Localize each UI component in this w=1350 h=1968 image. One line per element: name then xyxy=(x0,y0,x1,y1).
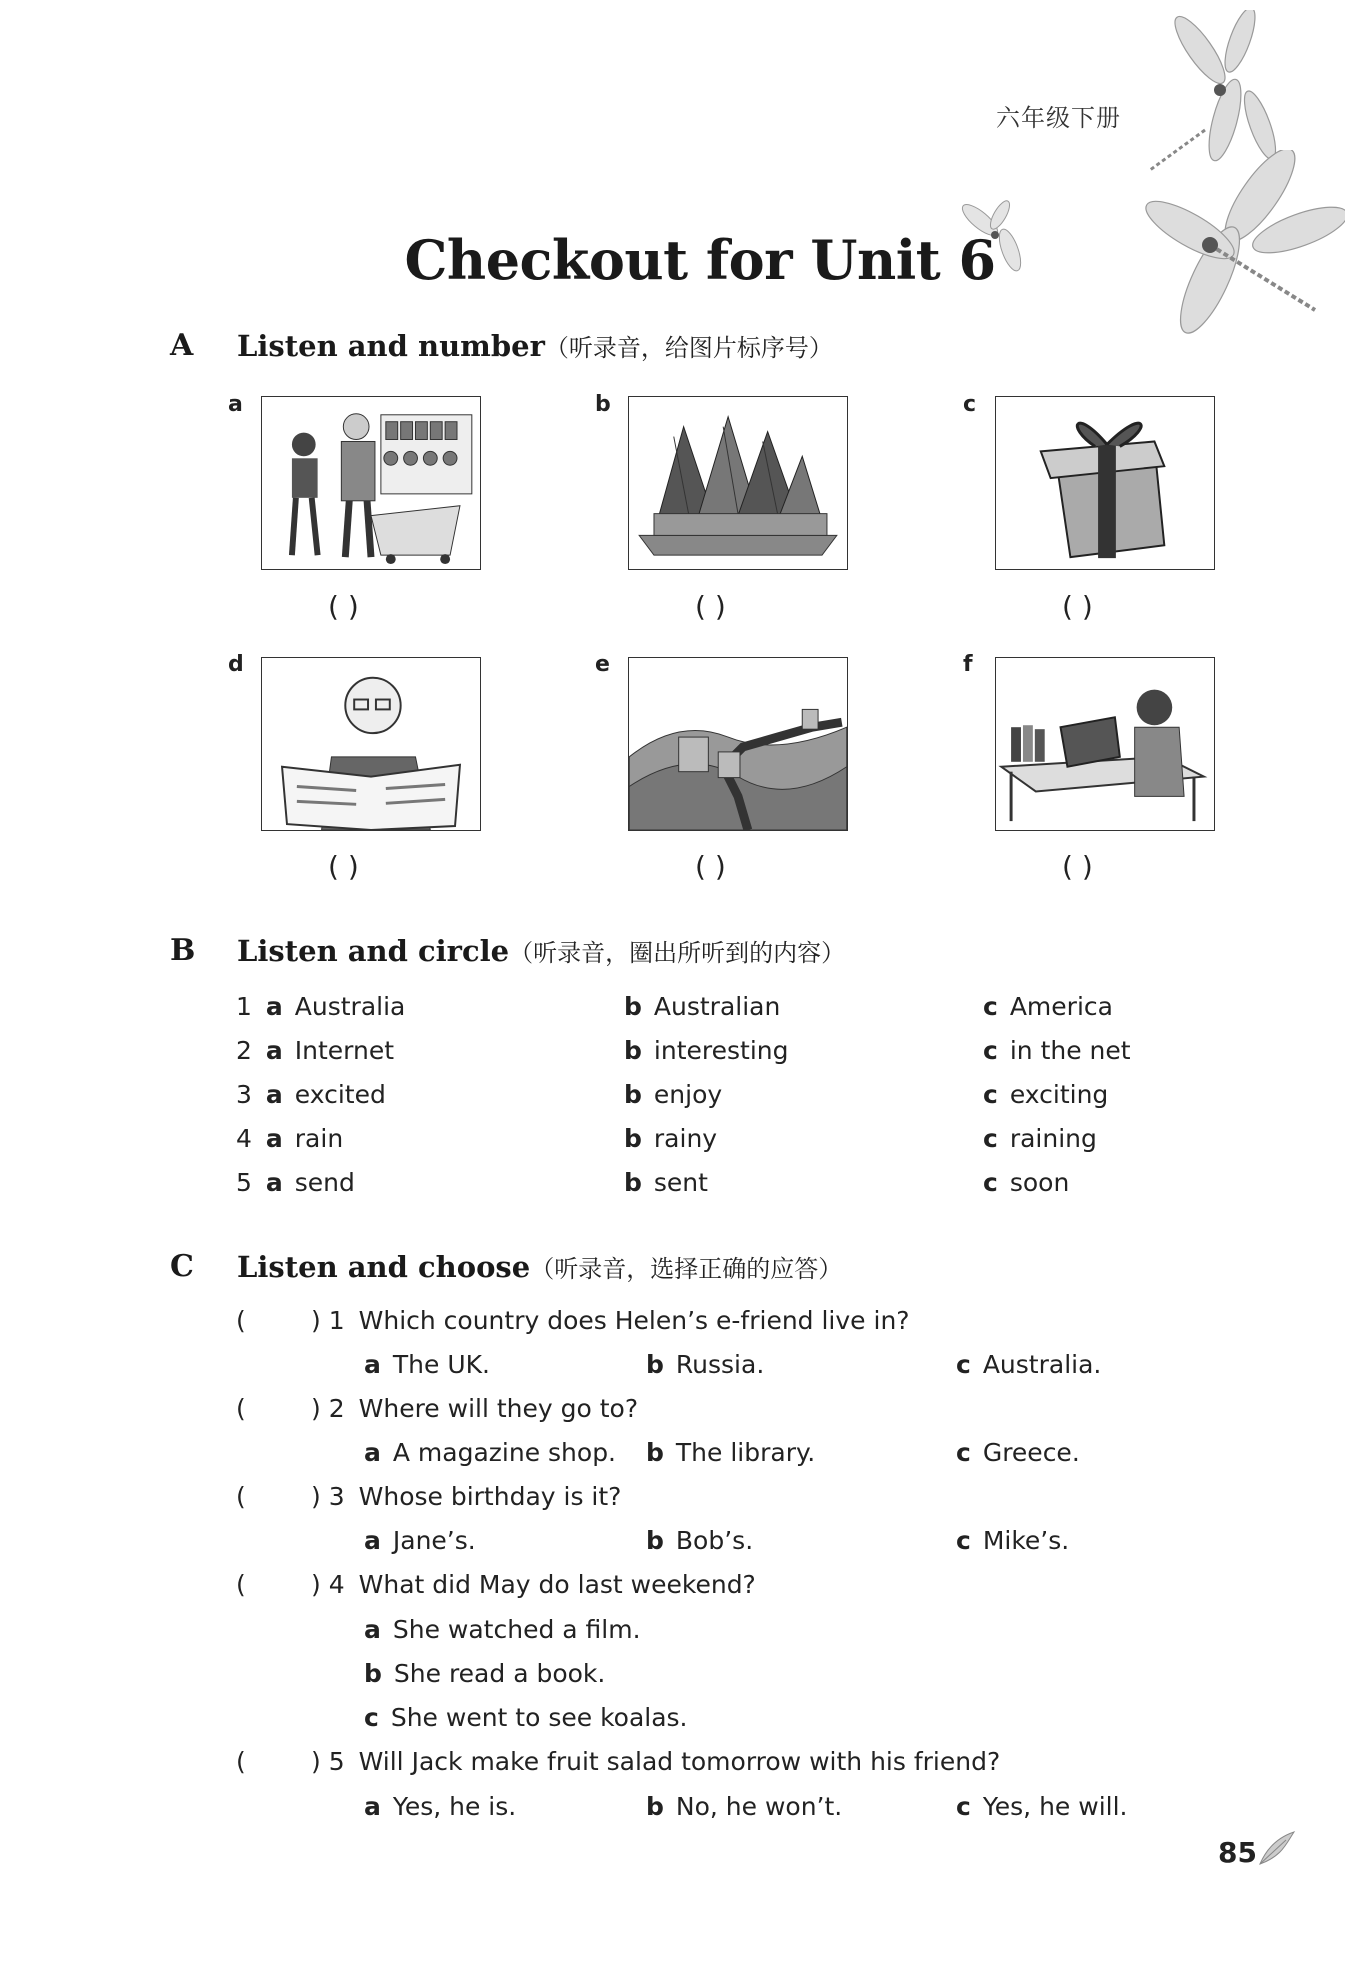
question-text: Will Jack make fruit salad tomorrow with his friend? xyxy=(358,1747,1001,1776)
section-a-note: （听录音，给图片标序号） xyxy=(544,334,833,362)
option-letter: b xyxy=(646,1526,664,1555)
picture-b-answer-blank[interactable]: ( ) xyxy=(695,590,726,623)
list-item xyxy=(236,1036,394,1065)
option-c: Yes, he will. xyxy=(982,1792,1128,1821)
option-c[interactable]: soon xyxy=(1009,1168,1070,1197)
option-b[interactable]: sent xyxy=(653,1168,708,1197)
section-b-note: （听录音，圈出所听到的内容） xyxy=(509,939,846,967)
section-a-title: Listen and number xyxy=(237,329,545,363)
option-letter: a xyxy=(364,1792,381,1821)
option-b: No, he won’t. xyxy=(675,1792,843,1821)
option-letter: b xyxy=(624,992,642,1021)
answer-paren-close: ) xyxy=(311,1747,321,1776)
picture-f-answer-blank[interactable]: ( ) xyxy=(1062,850,1093,883)
item-number: 4 xyxy=(236,1124,252,1153)
option-letter: c xyxy=(956,1350,971,1379)
option-letter: c xyxy=(983,1168,998,1197)
section-b-letter: B xyxy=(170,933,196,968)
option-letter: c xyxy=(983,1080,998,1109)
list-item xyxy=(236,1168,355,1197)
option-letter: c xyxy=(983,1036,998,1065)
grade-label: 六年级下册 xyxy=(996,104,1121,132)
option-c[interactable]: America xyxy=(1009,992,1113,1021)
option-letter: b xyxy=(364,1659,382,1688)
item-number: 2 xyxy=(236,1036,252,1065)
item-number: 5 xyxy=(236,1168,252,1197)
option-row[interactable] xyxy=(364,1526,476,1555)
option-letter: b xyxy=(624,1124,642,1153)
question-row xyxy=(311,1570,756,1599)
option-b[interactable]: enjoy xyxy=(653,1080,723,1109)
option-b[interactable]: Australian xyxy=(653,992,781,1021)
option-row[interactable] xyxy=(956,1350,1101,1379)
great-wall-picture xyxy=(628,657,848,831)
option-row[interactable] xyxy=(956,1792,1127,1821)
option-letter: c xyxy=(983,992,998,1021)
picture-f-label: f xyxy=(963,652,973,677)
question-number: 2 xyxy=(328,1394,345,1423)
answer-paren-open[interactable]: ( xyxy=(236,1306,246,1335)
page-number: 85 xyxy=(1218,1836,1257,1869)
answer-paren-open[interactable]: ( xyxy=(236,1570,246,1599)
option-letter: a xyxy=(265,1124,283,1153)
option-a: Yes, he is. xyxy=(392,1792,517,1821)
list-item xyxy=(983,1080,1108,1109)
option-a: The UK. xyxy=(392,1350,490,1379)
option-row[interactable] xyxy=(646,1792,842,1821)
option-row[interactable] xyxy=(956,1438,1080,1467)
item-number: 1 xyxy=(236,992,252,1021)
list-item xyxy=(236,1080,386,1109)
option-c: Australia. xyxy=(982,1350,1102,1379)
answer-paren-open[interactable]: ( xyxy=(236,1394,246,1423)
question-number: 4 xyxy=(328,1570,345,1599)
option-letter: c xyxy=(956,1792,971,1821)
picture-e-label: e xyxy=(595,652,610,677)
option-row[interactable] xyxy=(364,1703,688,1732)
option-a[interactable]: send xyxy=(294,1168,355,1197)
section-c-heading xyxy=(237,1249,842,1284)
answer-paren-open[interactable]: ( xyxy=(236,1482,246,1511)
option-row[interactable] xyxy=(364,1615,641,1644)
list-item xyxy=(236,992,405,1021)
list-item xyxy=(236,1124,343,1153)
option-letter: a xyxy=(265,1080,283,1109)
section-b-heading xyxy=(237,933,845,968)
option-c[interactable]: exciting xyxy=(1009,1080,1109,1109)
answer-paren-close: ) xyxy=(311,1306,321,1335)
leaf-icon xyxy=(1256,1830,1296,1866)
list-item xyxy=(624,1168,708,1197)
option-row[interactable] xyxy=(646,1350,764,1379)
section-a-letter: A xyxy=(170,328,194,363)
option-letter: a xyxy=(265,1168,283,1197)
option-row[interactable] xyxy=(956,1526,1069,1555)
section-b-title: Listen and circle xyxy=(237,934,510,968)
list-item xyxy=(983,1124,1097,1153)
option-row[interactable] xyxy=(364,1792,516,1821)
option-c: Greece. xyxy=(982,1438,1080,1467)
option-a[interactable]: excited xyxy=(294,1080,386,1109)
question-row xyxy=(311,1482,621,1511)
option-b: Russia. xyxy=(675,1350,765,1379)
option-c[interactable]: in the net xyxy=(1009,1036,1131,1065)
list-item xyxy=(624,1080,722,1109)
question-number: 3 xyxy=(328,1482,345,1511)
option-row[interactable] xyxy=(364,1659,605,1688)
picture-e-answer-blank[interactable]: ( ) xyxy=(695,850,726,883)
option-b: She read a book. xyxy=(393,1659,606,1688)
option-letter: b xyxy=(624,1168,642,1197)
option-row[interactable] xyxy=(646,1526,753,1555)
section-a-heading xyxy=(237,328,833,363)
option-c[interactable]: raining xyxy=(1009,1124,1097,1153)
option-letter: b xyxy=(646,1350,664,1379)
gift-box-picture xyxy=(995,396,1215,570)
option-letter: a xyxy=(364,1350,381,1379)
option-b[interactable]: rainy xyxy=(653,1124,718,1153)
option-a: A magazine shop. xyxy=(392,1438,617,1467)
list-item xyxy=(624,1124,717,1153)
picture-d-answer-blank[interactable]: ( ) xyxy=(328,850,359,883)
option-a: Jane’s. xyxy=(392,1526,476,1555)
option-letter: a xyxy=(265,992,283,1021)
option-letter: b xyxy=(646,1792,664,1821)
question-row xyxy=(311,1747,1000,1776)
answer-paren-open[interactable]: ( xyxy=(236,1747,246,1776)
list-item xyxy=(624,992,780,1021)
option-b[interactable]: interesting xyxy=(653,1036,789,1065)
option-letter: a xyxy=(364,1438,381,1467)
list-item xyxy=(983,1036,1131,1065)
answer-paren-close: ) xyxy=(311,1482,321,1511)
option-letter: b xyxy=(624,1036,642,1065)
option-c: Mike’s. xyxy=(982,1526,1070,1555)
option-letter: c xyxy=(956,1438,971,1467)
question-number: 1 xyxy=(328,1306,345,1335)
list-item xyxy=(983,992,1113,1021)
picture-a-answer-blank[interactable]: ( ) xyxy=(328,590,359,623)
option-letter: b xyxy=(646,1438,664,1467)
picture-c-answer-blank[interactable]: ( ) xyxy=(1062,590,1093,623)
option-row[interactable] xyxy=(364,1438,616,1467)
question-row xyxy=(311,1394,638,1423)
option-letter: a xyxy=(265,1036,283,1065)
option-a[interactable]: rain xyxy=(294,1124,344,1153)
question-text: Whose birthday is it? xyxy=(358,1482,622,1511)
option-letter: a xyxy=(364,1526,381,1555)
picture-a-label: a xyxy=(228,392,243,417)
option-letter: c xyxy=(364,1703,379,1732)
option-c: She went to see koalas. xyxy=(390,1703,688,1732)
answer-paren-close: ) xyxy=(311,1570,321,1599)
picture-b-label: b xyxy=(595,392,611,417)
option-a[interactable]: Australia xyxy=(294,992,406,1021)
question-number: 5 xyxy=(328,1747,345,1776)
question-text: Where will they go to? xyxy=(358,1394,639,1423)
supermarket-shopping-picture xyxy=(261,396,481,570)
list-item xyxy=(624,1036,788,1065)
sydney-opera-house-picture xyxy=(628,396,848,570)
page-title: Checkout for Unit 6 xyxy=(404,228,996,292)
option-a: She watched a film. xyxy=(392,1615,641,1644)
item-number: 3 xyxy=(236,1080,252,1109)
question-row xyxy=(311,1306,910,1335)
section-c-note: （听录音，选择正确的应答） xyxy=(530,1255,843,1283)
option-row[interactable] xyxy=(646,1438,815,1467)
list-item xyxy=(983,1168,1069,1197)
option-b: Bob’s. xyxy=(675,1526,754,1555)
question-text: Which country does Helen’s e-friend live in? xyxy=(358,1306,910,1335)
option-letter: c xyxy=(983,1124,998,1153)
section-c-letter: C xyxy=(170,1249,194,1284)
answer-paren-close: ) xyxy=(311,1394,321,1423)
picture-d-label: d xyxy=(228,652,244,677)
option-row[interactable] xyxy=(364,1350,490,1379)
man-reading-newspaper-picture xyxy=(261,657,481,831)
picture-c-label: c xyxy=(963,392,977,417)
option-a[interactable]: Internet xyxy=(294,1036,395,1065)
option-letter: c xyxy=(956,1526,971,1555)
option-letter: b xyxy=(624,1080,642,1109)
option-letter: a xyxy=(364,1615,381,1644)
girl-using-computer-picture xyxy=(995,657,1215,831)
option-b: The library. xyxy=(675,1438,816,1467)
section-c-title: Listen and choose xyxy=(237,1250,531,1284)
question-text: What did May do last weekend? xyxy=(358,1570,756,1599)
